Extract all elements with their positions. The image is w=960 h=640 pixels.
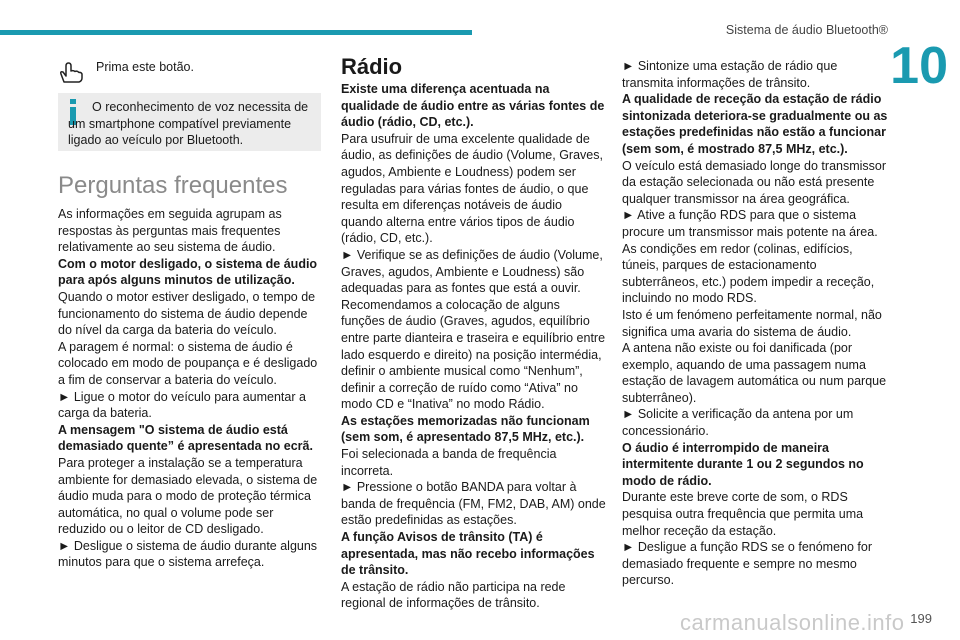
radio-paragraph: Para usufruir de uma excelente qualidade de áudio, as definições de áudio (Volume, Graves, agudos, Ambiente e Loudness) podem ser reguladas para várias fontes de áudio, o que resulta em diferenças notáveis de áudio quando alterna entre vários tipos de áudio (rádio, CD, etc.). [341, 131, 603, 246]
radio-paragraph: A estação de rádio não participa na rede regional de informações de trânsito. [341, 579, 566, 611]
radio-paragraph: A antena não existe ou foi danificada (por exemplo, aquando de uma passagem numa estação de lavagem automática ou num parque subterrâneo). [622, 341, 887, 405]
page-number: 199 [910, 611, 932, 626]
radio-action: ► Solicite a verificação da antena por um concessionário. [622, 407, 854, 439]
faq-body [58, 206, 323, 571]
faq-paragraph: A paragem é normal: o sistema de áudio é colocado em modo de poupança e é desligado a fim de conservar a bateria do veículo. [58, 339, 318, 387]
chapter-number: 10 [890, 37, 948, 95]
radio-action: ► Sintonize uma estação de rádio que transmita informações de trânsito. [622, 59, 838, 90]
faq-paragraph: Para proteger a instalação se a temperatura ambiente for demasiado elevada, o sistema de áudio muda para o modo de proteção térmica automática, no qual o volume pode ser reduzido ou o leitor de CD desligado. [58, 455, 318, 537]
radio-heading: Rádio [341, 54, 403, 79]
radio-paragraph: O veículo está demasiado longe do transmissor da estação selecionada ou não está presente qualquer transmissor na área geográfica. [622, 158, 887, 206]
page-header-title: Sistema de áudio Bluetooth® [725, 23, 888, 37]
info-box-text: O reconhecimento de voz necessita de um smartphone compatível previamente ligado ao veículo por Bluetooth. [68, 100, 309, 147]
radio-paragraph: Durante este breve corte de som, o RDS pesquisa outra frequência que permita uma melhor receção da estação. [622, 490, 864, 538]
header-accent-bar [0, 30, 472, 35]
press-note-text: Prima este botão. [96, 60, 194, 74]
watermark: carmanualsonline.info [680, 610, 905, 635]
radio-paragraph: Foi selecionada a banda de frequência incorreta. [341, 447, 557, 478]
faq-question: A mensagem "O sistema de áudio está demasiado quente” é apresentada no ecrã. [58, 422, 313, 454]
faq-heading: Perguntas frequentes [58, 172, 288, 199]
radio-question: A qualidade de receção da estação de rádio sintonizada deteriora-se gradualmente ou as estações predefinidas não estão a funcionar (sem som, é mostrado 87,5 MHz, etc.). [622, 92, 888, 156]
radio-action: ► Ative a função RDS para que o sistema procure um transmissor mais potente na área. [622, 208, 878, 239]
radio-question: A função Avisos de trânsito (TA) é apresentada, mas não recebo informações de trânsito. [341, 530, 595, 578]
radio-question: Existe uma diferença acentuada na qualidade de áudio entre as várias fontes de áudio (rádio, CD, etc.). [341, 82, 605, 130]
radio-paragraph: Isto é um fenómeno perfeitamente normal, não significa uma avaria do sistema de áudio. [622, 307, 882, 339]
radio-action: ► Pressione o botão BANDA para voltar à banda de frequência (FM, FM2, DAB, AM) onde estão predefinidas as estações. [341, 480, 606, 528]
radio-question: As estações memorizadas não funcionam (sem som, é apresentado 87,5 MHz, etc.). [341, 413, 590, 445]
radio-question: O áudio é interrompido de maneira intermitente durante 1 ou 2 segundos no modo de rádio. [622, 440, 864, 488]
radio-body [341, 81, 607, 612]
faq-action: ► Ligue o motor do veículo para aumentar a carga da bateria. [58, 389, 306, 421]
radio-body-continued [622, 58, 890, 589]
radio-action: ► Desligue a função RDS se o fenómeno for demasiado frequente e sempre no mesmo percurso. [622, 540, 873, 588]
faq-question: Com o motor desligado, o sistema de áudio para após alguns minutos de utilização. [58, 256, 318, 288]
info-box [58, 93, 321, 151]
faq-action: ► Desligue o sistema de áudio durante alguns minutos para que o sistema arrefeça. [58, 538, 318, 570]
radio-paragraph: As condições em redor (colinas, edifícios, túneis, parques de estacionamento subterrâneos, etc.) podem impedir a receção, incluindo no modo RDS. [622, 241, 875, 306]
radio-action: ► Verifique se as definições de áudio (Volume, Graves, agudos, Ambiente e Loudness) são adequadas para as fontes que está a ouvir. Recomendamos a colocação de alguns funções de áudio (Graves, agudos, equilíbrio entre parte dianteira e traseira e equilíbrio entre lado esquerdo e direito) na posição intermédia, definir o ambiente musical como “Nenhum”, definir a correção de ruído como “Ativa” no modo CD e “Inativa” no modo Rádio. [341, 247, 606, 412]
faq-paragraph: Quando o motor estiver desligado, o tempo de funcionamento do sistema de áudio depende do nível da carga da bateria do veículo. [58, 289, 316, 338]
press-hand-icon [58, 62, 86, 89]
faq-paragraph: As informações em seguida agrupam as respostas às perguntas mais frequentes relativamente ao seu sistema de áudio. [58, 207, 282, 255]
